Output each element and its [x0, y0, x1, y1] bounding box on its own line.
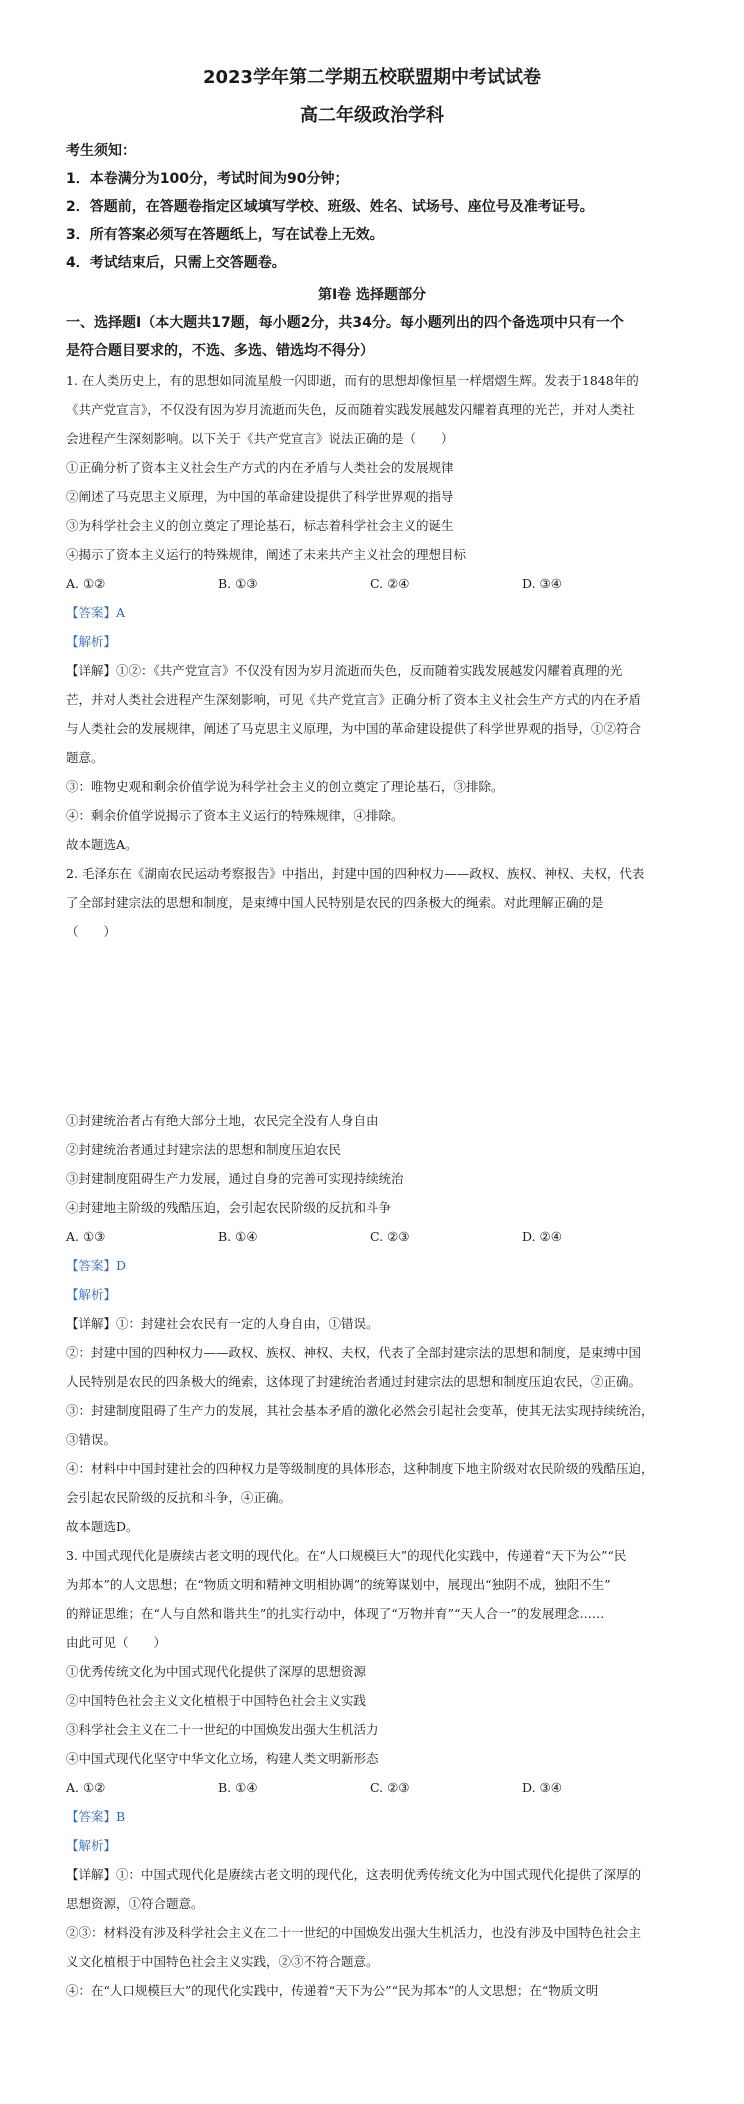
q3-statement: ④中国式现代化坚守中华文化立场，构建人类文明新形态 — [66, 1751, 379, 1766]
q3-answer: 【答案】B — [66, 1809, 126, 1824]
notice-item: 3．所有答案必须写在答题纸上，写在试卷上无效。 — [66, 227, 384, 243]
q2-answer: 【答案】D — [66, 1258, 127, 1273]
q3-detail: ②③：材料没有涉及科学社会主义在二十一世纪的中国焕发出强大生机活力，也没有涉及中国特色社会主 — [66, 1925, 642, 1940]
page-subtitle: 高二年级政治学科 — [300, 105, 444, 126]
q2-statement: ②封建统治者通过封建宗法的思想和制度压迫农民 — [66, 1142, 342, 1157]
q1-detail: 【详解】①②：《共产党宣言》不仅没有因为岁月流逝而失色，反而随着实践发展越发闪耀着真理的光 — [66, 663, 623, 678]
q1-option-d: D. ③④ — [522, 576, 562, 591]
q1-statement: ②阐述了马克思主义原理，为中国的革命建设提供了科学世界观的指导 — [66, 489, 454, 504]
q2-option-a: A. ①③ — [66, 1229, 106, 1244]
q1-detail: 与人类社会的发展规律，阐述了马克思主义原理，为中国的革命建设提供了科学世界观的指导，①②符合 — [66, 721, 642, 736]
q1-stem: 1. 在人类历史上，有的思想如同流星般一闪即逝，而有的思想却像恒星一样熠熠生辉。发表于1848年的 — [66, 373, 639, 388]
notice-item: 2．答题前，在答题卷指定区域填写学校、班级、姓名、试场号、座位号及准考证号。 — [66, 199, 594, 215]
q1-statement: ①正确分析了资本主义社会生产方式的内在矛盾与人类社会的发展规律 — [66, 460, 454, 475]
q1-detail: ③：唯物史观和剩余价值学说为科学社会主义的创立奠定了理论基石，③排除。 — [66, 779, 504, 794]
section-title: 第Ⅰ卷 选择题部分 — [317, 287, 427, 303]
section-intro: 一、选择题Ⅰ（本大题共17题，每小题2分，共34分。每小题列出的四个备选项中只有一个 — [66, 315, 624, 331]
q2-detail: ②：封建中国的四种权力——政权、族权、神权、夫权，代表了全部封建宗法的思想和制度，是束缚中国 — [66, 1345, 642, 1360]
q1-stem: 《共产党宣言》，不仅没有因为岁月流逝而失色，反而随着实践发展越发闪耀着真理的光芒，并对人类社 — [66, 402, 635, 417]
section-intro: 是符合题目要求的，不选、多选、错选均不得分） — [66, 343, 374, 359]
q2-detail: 人民特别是农民的四条极大的绳索，这体现了封建统治者通过封建宗法的思想和制度压迫农民，②正确。 — [66, 1374, 642, 1389]
q2-option-c: C. ②③ — [370, 1229, 410, 1244]
q1-option-b: B. ①③ — [218, 576, 258, 591]
q3-option-b: B. ①④ — [218, 1780, 258, 1795]
q2-statement: ④封建地主阶级的残酷压迫，会引起农民阶级的反抗和斗争 — [66, 1200, 392, 1215]
q3-detail: 思想资源，①符合题意。 — [66, 1896, 204, 1911]
q2-detail: ③错误。 — [66, 1432, 117, 1447]
q1-statement: ④揭示了资本主义运行的特殊规律，阐述了未来共产主义社会的理想目标 — [66, 547, 467, 562]
q3-statement: ②中国特色社会主义文化植根于中国特色社会主义实践 — [66, 1693, 367, 1708]
q2-stem: 2. 毛泽东在《湖南农民运动考察报告》中指出，封建中国的四种权力——政权、族权、神权、夫权，代表 — [66, 866, 645, 881]
q2-detail: 故本题选D。 — [66, 1519, 139, 1534]
q3-statement: ③科学社会主义在二十一世纪的中国焕发出强大生机活力 — [66, 1722, 379, 1737]
q3-stem: 为邦本”的人文思想；在“物质文明和精神文明相协调”的统筹谋划中，展现出“独阴不成，独阳不生” — [66, 1577, 611, 1592]
q1-answer: 【答案】A — [66, 605, 126, 620]
q2-detail: 会引起农民阶级的反抗和斗争，④正确。 — [66, 1490, 292, 1505]
q2-detail: ④：材料中中国封建社会的四种权力是等级制度的具体形态，这种制度下地主阶级对农民阶级的残酷压迫， — [66, 1461, 654, 1476]
q1-stem: 会进程产生深刻影响。以下关于《共产党宣言》说法正确的是（ ） — [66, 431, 454, 446]
q1-analysis-label: 【解析】 — [66, 634, 117, 649]
q2-stem: （ ） — [66, 924, 117, 939]
q3-detail: ④：在“人口规模巨大”的现代化实践中，传递着“天下为公”“民为邦本”的人文思想；在“物质文明 — [66, 1983, 599, 1998]
q3-stem: 的辩证思维；在“人与自然和谐共生”的扎实行动中，体现了“万物并育”“天人合一”的发展理念…… — [66, 1606, 605, 1621]
q2-option-b: B. ①④ — [218, 1229, 258, 1244]
q1-option-c: C. ②④ — [370, 576, 410, 591]
q3-detail: 【详解】①：中国式现代化是赓续古老文明的现代化，这表明优秀传统文化为中国式现代化提供了深厚的 — [66, 1867, 642, 1882]
q3-detail: 义文化植根于中国特色社会主义实践，②③不符合题意。 — [66, 1954, 379, 1969]
q1-option-a: A. ①② — [66, 576, 106, 591]
q2-statement: ①封建统治者占有绝大部分土地，农民完全没有人身自由 — [66, 1113, 379, 1128]
q2-analysis-label: 【解析】 — [66, 1287, 117, 1302]
q3-stem: 由此可见（ ） — [66, 1635, 167, 1650]
page-title: 2023学年第二学期五校联盟期中考试试卷 — [202, 67, 542, 88]
q3-analysis-label: 【解析】 — [66, 1838, 117, 1853]
notice-heading: 考生须知： — [66, 143, 136, 159]
q2-detail: 【详解】①：封建社会农民有一定的人身自由，①错误。 — [66, 1316, 379, 1331]
q2-option-d: D. ②④ — [522, 1229, 562, 1244]
q3-stem: 3. 中国式现代化是赓续古老文明的现代化。在“人口规模巨大”的现代化实践中，传递着“天下为公”“民 — [66, 1548, 627, 1563]
q1-statement: ③为科学社会主义的创立奠定了理论基石，标志着科学社会主义的诞生 — [66, 518, 454, 533]
q2-stem: 了全部封建宗法的思想和制度，是束缚中国人民特别是农民的四条极大的绳索。对此理解正确的是 — [66, 895, 604, 910]
notice-item: 4．考试结束后，只需上交答题卷。 — [66, 255, 286, 271]
notice-item: 1．本卷满分为100分，考试时间为90分钟； — [66, 171, 349, 187]
q1-detail: ④：剩余价值学说揭示了资本主义运行的特殊规律，④排除。 — [66, 808, 404, 823]
q1-detail: 芒，并对人类社会进程产生深刻影响，可见《共产党宣言》正确分析了资本主义社会生产方式的内在矛盾 — [66, 692, 642, 707]
q3-option-d: D. ③④ — [522, 1780, 562, 1795]
q3-option-a: A. ①② — [66, 1780, 106, 1795]
q3-statement: ①优秀传统文化为中国式现代化提供了深厚的思想资源 — [66, 1664, 367, 1679]
q2-statement: ③封建制度阻碍生产力发展，通过自身的完善可实现持续统治 — [66, 1171, 404, 1186]
q3-option-c: C. ②③ — [370, 1780, 410, 1795]
q1-detail: 故本题选A。 — [66, 837, 138, 852]
q2-detail: ③：封建制度阻碍了生产力的发展，其社会基本矛盾的激化必然会引起社会变革，使其无法实现持续统治， — [66, 1403, 654, 1418]
q1-detail: 题意。 — [66, 750, 104, 765]
